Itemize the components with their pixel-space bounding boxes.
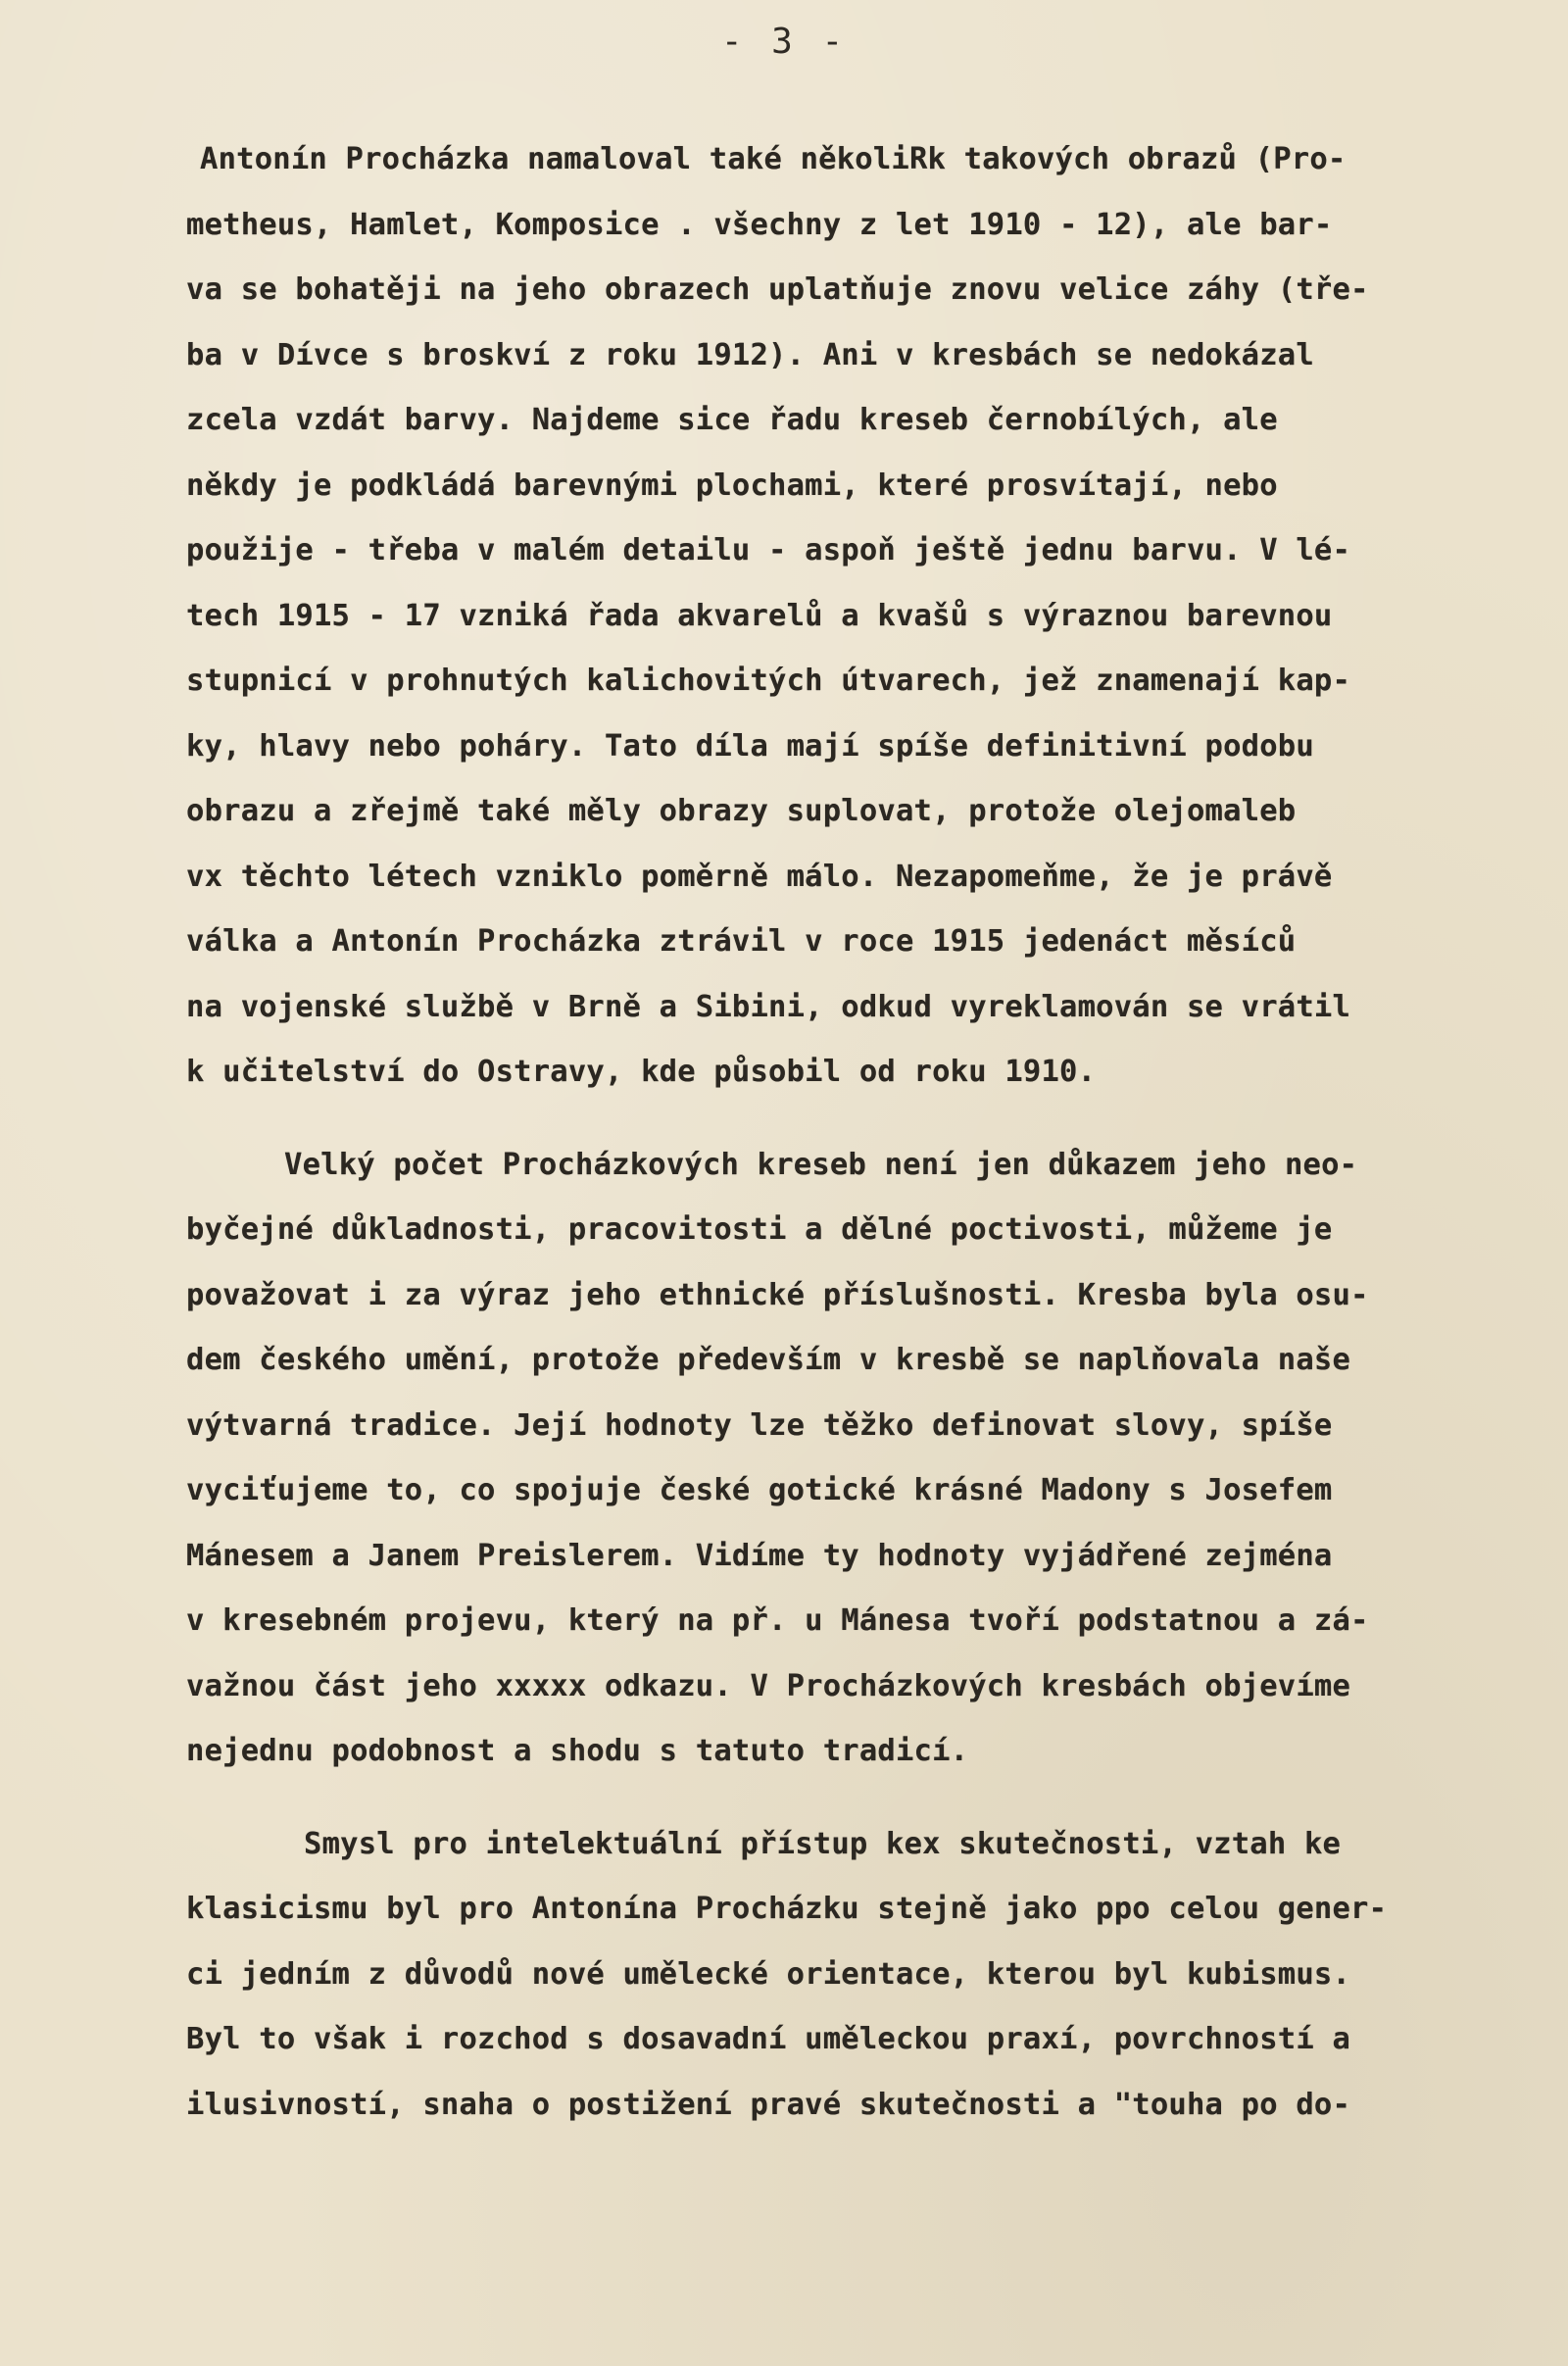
- text-line: Byl to však i rozchod s dosavadní uměleckou praxí, povrchností a: [186, 2022, 1351, 2056]
- text-line: Velký počet Procházkových kreseb není jen důkazem jeho neo-: [284, 1147, 1358, 1182]
- text-line: važnou část jeho xxxxx odkazu. V Procházkových kresbách objevíme: [186, 1668, 1351, 1703]
- text-line: ci jedním z důvodů nové umělecké orientace, kterou byl kubismus.: [186, 1956, 1351, 1992]
- text-line: použije - třeba v malém detailu - aspoň ještě jednu barvu. V lé-: [186, 533, 1351, 567]
- text-line: nejednu podobnost a shodu s tatuto tradicí.: [186, 1734, 969, 1768]
- text-line: Mánesem a Janem Preislerem. Vidíme ty hodnoty vyjádřené zejména: [186, 1538, 1333, 1573]
- text-line: obrazu a zřejmě také měly obrazy suplovat, protože olejomaleb: [186, 794, 1297, 828]
- text-line: Smysl pro intelektuální přístup kex skutečnosti, vztah ke: [304, 1826, 1342, 1861]
- text-line: ky, hlavy nebo poháry. Tato díla mají spíše definitivní podobu: [186, 728, 1314, 764]
- text-line: vyciťujeme to, co spojuje české gotické krásné Madony s Josefem: [186, 1473, 1333, 1507]
- text-line: válka a Antonín Procházka ztrávil v roce 1915 jedenáct měsíců: [186, 924, 1297, 959]
- paragraph-2: [186, 1133, 1539, 1785]
- text-line: stupnicí v prohnutých kalichovitých útvarech, jež znamenají kap-: [186, 664, 1351, 698]
- text-line: někdy je podkládá barevnými plochami, které prosvítají, nebo: [186, 468, 1278, 503]
- text-line: dem českého umění, protože především v kresbě se naplňovala naše: [186, 1343, 1351, 1377]
- text-line: metheus, Hamlet, Komposice . všechny z let 1910 - 12), ale bar-: [186, 207, 1333, 242]
- paragraph-3: [186, 1812, 1539, 2139]
- text-line: na vojenské službě v Brně a Sibini, odkud vyreklamován se vrátil: [186, 989, 1351, 1024]
- text-line: ilusivností, snaha o postižení pravé skutečnosti a "touha po do-: [186, 2087, 1351, 2122]
- body-text: [186, 127, 1539, 2138]
- text-line: výtvarná tradice. Její hodnoty lze těžko definovat slovy, spíše: [186, 1407, 1333, 1443]
- text-line: k učitelství do Ostravy, kde působil od roku 1910.: [186, 1055, 1097, 1089]
- text-line: byčejné důkladnosti, pracovitosti a dělné poctivosti, můžeme je: [186, 1212, 1333, 1247]
- text-line: vx těchto létech vzniklo poměrně málo. Nezapomeňme, že je právě: [186, 859, 1333, 894]
- text-line: v kresebném projevu, který na př. u Mánesa tvoří podstatnou a zá-: [186, 1603, 1369, 1638]
- text-line: klasicismu byl pro Antonína Procházku stejně jako ppo celou gener-: [186, 1892, 1388, 1926]
- text-line: považovat i za výraz jeho ethnické příslušnosti. Kresba byla osu-: [186, 1277, 1369, 1312]
- paragraph-1: [186, 127, 1539, 1106]
- text-line: tech 1915 - 17 vzniká řada akvarelů a kvašů s výraznou barevnou: [186, 598, 1333, 633]
- text-line: zcela vzdát barvy. Najdeme sice řadu kreseb černobílých, ale: [186, 403, 1278, 437]
- text-line: Antonín Procházka namaloval také několiRk takových obrazů (Pro-: [200, 142, 1347, 176]
- text-line: va se bohatěji na jeho obrazech uplatňuje znovu velice záhy (tře-: [186, 272, 1369, 307]
- page-number: - 3 -: [720, 22, 848, 62]
- text-line: ba v Dívce s broskví z roku 1912). Ani v kresbách se nedokázal: [186, 337, 1314, 372]
